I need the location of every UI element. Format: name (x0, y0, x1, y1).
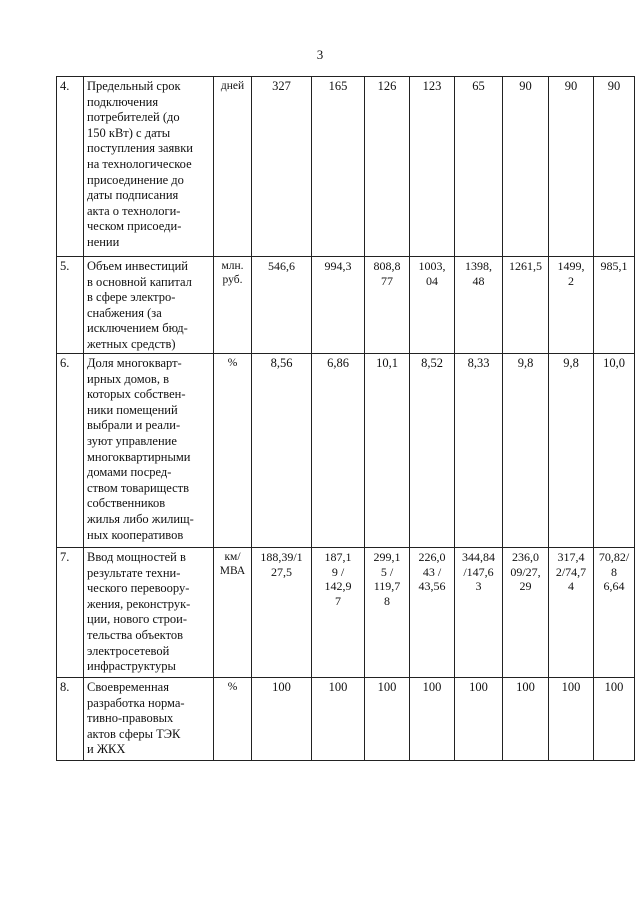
value-cell: 236,0 09/27, 29 (503, 548, 549, 678)
value-cell: 90 (549, 77, 594, 257)
value-cell: 994,3 (312, 257, 365, 354)
value-cell: 65 (455, 77, 503, 257)
value-cell: 1003, 04 (410, 257, 455, 354)
value-cell: 1398, 48 (455, 257, 503, 354)
value-cell: 165 (312, 77, 365, 257)
page-number: 3 (316, 47, 324, 62)
value-cell: 8,33 (455, 354, 503, 548)
row-number: 7. (57, 548, 84, 678)
value-cell: 126 (365, 77, 410, 257)
indicator-name: Объем инвестиций в основной капитал в сфере электро- снабжения (за исключением бюд- жетных средств) (84, 257, 214, 354)
indicator-name: Предельный срок подключения потребителей (до 150 кВт) с даты поступления заявки на технологическое присоединение до даты подписания акта о технологи- ческом присоеди- нении (84, 77, 214, 257)
value-cell: 985,1 (594, 257, 635, 354)
value-cell: 90 (594, 77, 635, 257)
value-cell: 344,84 /147,6 3 (455, 548, 503, 678)
value-cell: 8,56 (252, 354, 312, 548)
value-cell: 123 (410, 77, 455, 257)
value-cell: 100 (410, 678, 455, 761)
unit-cell: % (214, 678, 252, 761)
row-number: 8. (57, 678, 84, 761)
value-cell: 327 (252, 77, 312, 257)
value-cell: 317,4 2/74,7 4 (549, 548, 594, 678)
value-cell: 70,82/8 6,64 (594, 548, 635, 678)
value-cell: 226,0 43 / 43,56 (410, 548, 455, 678)
table-row (57, 257, 635, 354)
value-cell: 299,1 5 / 119,7 8 (365, 548, 410, 678)
value-cell: 10,1 (365, 354, 410, 548)
value-cell: 8,52 (410, 354, 455, 548)
value-cell: 90 (503, 77, 549, 257)
indicator-name: Доля многокварт- ирных домов, в которых собствен- ники помещений выбрали и реали- зуют управление многоквартирными домами посред- ством товариществ собственников жилья либо жилищ- ных кооперативов (84, 354, 214, 548)
value-cell: 100 (365, 678, 410, 761)
indicators-table (56, 76, 635, 761)
value-cell: 100 (549, 678, 594, 761)
table-row (57, 548, 635, 678)
value-cell: 1261,5 (503, 257, 549, 354)
value-cell: 808,8 77 (365, 257, 410, 354)
table-row (57, 77, 635, 257)
row-number: 6. (57, 354, 84, 548)
table-row (57, 354, 635, 548)
value-cell: 546,6 (252, 257, 312, 354)
value-cell: 100 (252, 678, 312, 761)
value-cell: 1499, 2 (549, 257, 594, 354)
value-cell: 100 (503, 678, 549, 761)
row-number: 5. (57, 257, 84, 354)
row-number: 4. (57, 77, 84, 257)
unit-cell: % (214, 354, 252, 548)
unit-cell: дней (214, 77, 252, 257)
value-cell: 9,8 (503, 354, 549, 548)
value-cell: 9,8 (549, 354, 594, 548)
value-cell: 188,39/1 27,5 (252, 548, 312, 678)
value-cell: 10,0 (594, 354, 635, 548)
value-cell: 100 (594, 678, 635, 761)
table-row (57, 678, 635, 761)
value-cell: 6,86 (312, 354, 365, 548)
unit-cell: км/ МВА (214, 548, 252, 678)
indicator-name: Ввод мощностей в результате техни- ческого перевоору- жения, реконструк- ции, нового строи- тельства объектов электросетевой инфраструктуры (84, 548, 214, 678)
value-cell: 100 (312, 678, 365, 761)
indicator-name: Своевременная разработка норма- тивно-правовых актов сферы ТЭК и ЖКХ (84, 678, 214, 761)
value-cell: 187,1 9 / 142,9 7 (312, 548, 365, 678)
value-cell: 100 (455, 678, 503, 761)
unit-cell: млн. руб. (214, 257, 252, 354)
